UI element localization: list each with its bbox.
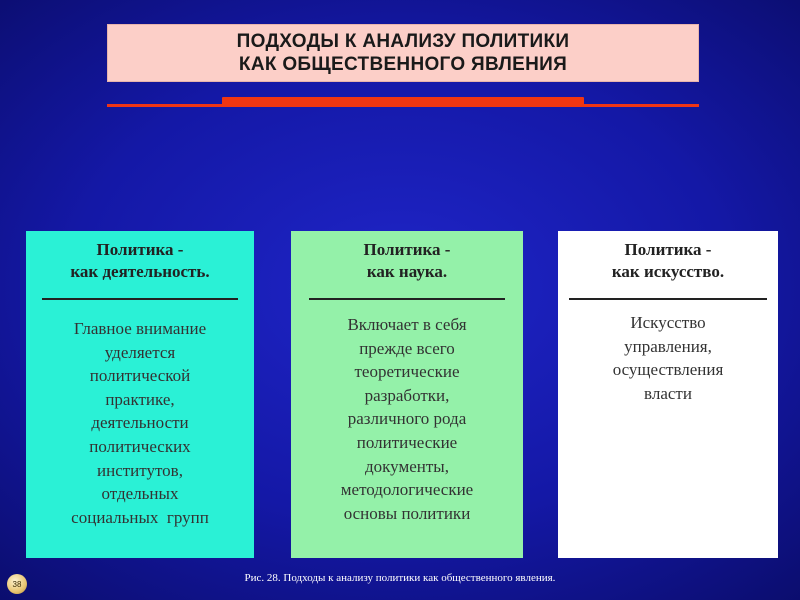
panel-body: Включает в себя прежде всего теоретические разработки, различного рода политические документы, методологические основы политики	[340, 315, 474, 523]
panel-body: Искусство управления, осуществления власти	[612, 313, 724, 403]
panel-body: Главное внимание уделяется политической практике, деятельности политических институтов, отдельных социальных групп	[71, 319, 209, 527]
title-box	[107, 24, 699, 82]
panel-activity	[26, 231, 254, 558]
panel-title: Политика - как наука.	[363, 240, 451, 281]
panel-divider	[42, 298, 238, 300]
title-accent-bar	[222, 97, 584, 107]
figure-caption: Рис. 28. Подходы к анализу политики как общественного явления.	[244, 572, 556, 584]
slide-number-badge: 38	[7, 574, 27, 594]
panel-science	[291, 231, 523, 558]
title-line-2: КАК ОБЩЕСТВЕННОГО ЯВЛЕНИЯ	[238, 54, 568, 75]
panel-title: Политика - как искусство.	[611, 240, 725, 281]
title-line-1: ПОДХОДЫ К АНАЛИЗУ ПОЛИТИКИ	[236, 31, 570, 52]
panel-divider	[569, 298, 767, 300]
panel-title: Политика - как деятельность.	[70, 240, 210, 281]
panel-divider	[309, 298, 505, 300]
panel-art	[558, 231, 778, 558]
